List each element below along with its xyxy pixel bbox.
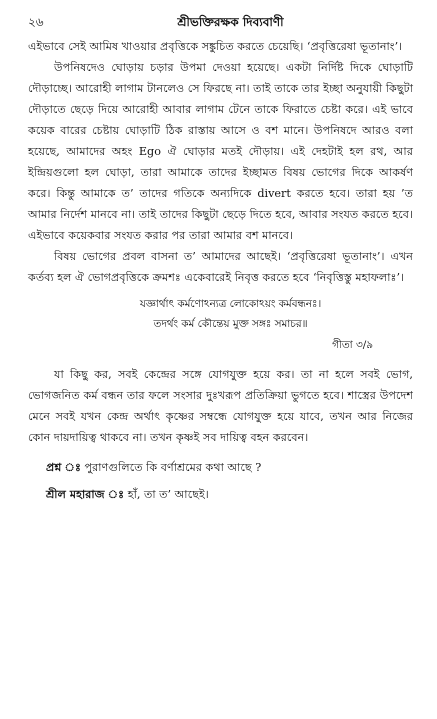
question xyxy=(46,456,413,479)
page-header xyxy=(28,14,413,36)
verse-line-1: যজ্ঞার্থাৎ কর্মণোঽন্যত্র লোকোঽয়ং কর্মবন্ধনঃ। xyxy=(139,298,322,310)
question-text: পুরাণগুলিতে কি বর্ণাশ্রমের কথা আছে ? xyxy=(84,461,262,474)
paragraph-3: বিষয় ভোগের প্রবল বাসনা ত’ আমাদের আছেই। ‘প্রবৃত্তিরেষা ভূতানাং’। এখন কর্তব্য হল ঐ ভোগপ্রবৃত্তিকে ক্রমশঃ একেবারেই নিবৃত্ত করতে হবে ‘নিবৃত্তিস্তু মহাফলাঃ’। xyxy=(28,250,413,284)
answer-text: হাঁ, তা ত’ আছেই। xyxy=(127,488,209,501)
paragraph-after-verse: যা কিছু কর, সবই কেন্দ্রের সঙ্গে যোগযুক্ত হয়ে কর। তা না হলে সবই ভোগ, ভোগজনিত কর্ম বন্ধন তার ফলে সংসার দুঃখরূপ প্রতিক্রিয়া ভুগতে হবে। শাস্ত্রের উপদেশ মেনে সবই যখন কেন্দ্র অর্থাৎ কৃষ্ণের সম্বন্ধে যোগযুক্ত হয়ে যাবে, তখন আর নিজের কোন দায়দায়িত্ব থাকবে না। তখন কৃষ্ণই সব দায়িত্ব বহন করবেন। xyxy=(28,368,413,444)
answer xyxy=(46,483,413,506)
verse-line-2: তদর্থং কর্ম কৌন্তেয় মুক্ত সঙ্গঃ সমাচর॥ xyxy=(153,318,308,330)
verse-block xyxy=(48,294,413,334)
page-number: ২৬ xyxy=(28,15,44,29)
paragraph-1: এইভাবে সেই আমিষ খাওয়ার প্রবৃত্তিকে সঙ্কুচিত করতে চেয়েছি। ‘প্রবৃত্তিরেষা ভূতানাং’। xyxy=(28,40,403,53)
verse-citation: গীতা ৩/৯ xyxy=(332,339,373,351)
running-title: শ্রীভক্তিরক্ষক দিব্যবাণী xyxy=(177,15,284,29)
question-label: প্রশ্ন ঃ xyxy=(46,460,81,474)
paragraph-2: উপনিষদেও ঘোড়ায় চড়ার উপমা দেওয়া হয়েছে। একটা নির্দিষ্ট দিকে ঘোড়াটি দৌড়াচ্ছে। আরোহী লাগাম টানলেও সে ফিরছে না। তাই তাকে তার ইচ্ছা অনুযায়ী কিছুটা দৌড়াতে ছেড়ে দিয়ে আরোহী আবার লাগাম টেনে তাকে ফিরাতে চেষ্টা করে। এই ভাবে কয়েক বারের চেষ্টায় ঘোড়াটি ঠিক রাস্তায় আসে ও বশ মানে। উপনিষদে আরও বলা হয়েছে, আমাদের অহং Ego ঐ ঘোড়ার মতই দৌড়ায়। এই দেহটাই হল রথ, আর ইন্দ্রিয়গুলো হল ঘোড়া, তারা আমাকে তাদের ইচ্ছামত বিষয় ভোগের দিকে আকর্ষণ করে। কিন্তু আমাকে ত’ তাদের গতিকে অন্যদিকে divert করতে হবে। তারা হয় ’ত আমার নির্দেশ মানবে না। তাই তাদের কিছুটা ছেড়ে দিতে হবে, আবার সংযত করতে হবে। এইভাবে কয়েকবার সংযত করার পর তারা আমার বশ মানবে। xyxy=(28,61,413,242)
answer-label: শ্রীল মহারাজ ঃ xyxy=(46,487,125,501)
